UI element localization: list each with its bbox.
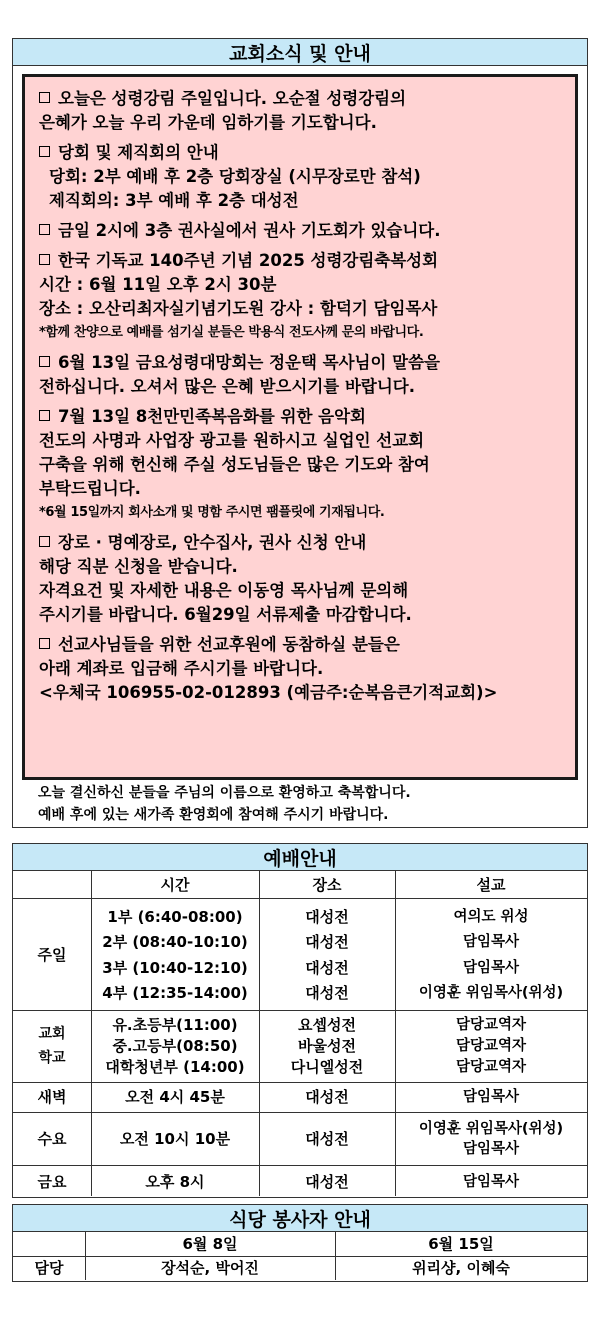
news-text: 당회: 2부 예배 후 2층 당회장실 (시무장로만 참석) — [49, 167, 421, 186]
news-text: 전도의 사명과 사업장 광고를 원하시고 실업인 선교회 — [39, 431, 425, 450]
worship-cell: 담임목사 — [462, 1089, 520, 1105]
worship-header: 장소 — [312, 875, 342, 894]
cafeteria-table — [12, 1232, 588, 1282]
worship-cell: 바울성전 — [298, 1036, 356, 1055]
news-line — [39, 321, 563, 345]
worship-cell: 대성전 — [305, 933, 349, 952]
worship-cell: 오전 4시 45분 — [125, 1088, 225, 1106]
news-line — [39, 273, 563, 297]
news-line — [39, 453, 563, 477]
news-line — [39, 429, 563, 453]
worship-cell: 담당교역자 — [455, 1037, 527, 1054]
news-text: 해당 직분 신청을 받습니다. — [39, 557, 238, 576]
news-line — [39, 249, 563, 273]
worship-cell: 4부 (12:35-14:00) — [102, 984, 248, 1003]
news-line — [39, 219, 563, 243]
checkbox-icon — [39, 146, 50, 157]
news-item — [39, 531, 563, 627]
worship-table — [12, 871, 588, 1198]
row-divider — [13, 1082, 587, 1083]
checkbox-icon — [39, 92, 50, 103]
news-text: 구축을 위해 헌신해 주실 성도님들은 많은 기도와 참여 — [39, 455, 430, 474]
worship-cell: 대성전 — [305, 984, 349, 1003]
worship-header: 시간 — [160, 875, 190, 894]
worship-title: 예배안내 — [12, 843, 588, 871]
worship-cell: 요셉성전 — [298, 1015, 356, 1034]
news-text: 오늘은 성령강림 주일입니다. 오순절 성령강림의 — [58, 89, 407, 108]
checkbox-icon — [39, 638, 50, 649]
news-text: 선교사님들을 위한 선교후원에 동참하실 분들은 — [58, 635, 400, 654]
worship-cell: 1부 (6:40-08:00) — [107, 907, 243, 926]
news-title: 교회소식 및 안내 — [12, 38, 588, 66]
row-divider — [13, 1010, 587, 1011]
checkbox-icon — [39, 254, 50, 265]
cafeteria-divider — [13, 1256, 587, 1257]
column-divider — [259, 871, 260, 1196]
worship-cell: 담임목사 — [462, 1174, 520, 1190]
news-line — [39, 477, 563, 501]
news-line — [39, 579, 563, 603]
worship-cell: 대성전 — [305, 1129, 349, 1148]
news-line — [39, 405, 563, 429]
cafeteria-row-label: 담당 — [34, 1259, 64, 1277]
news-item — [39, 633, 563, 705]
news-line — [39, 555, 563, 579]
news-line — [39, 657, 563, 681]
cafeteria-divider — [335, 1232, 336, 1280]
news-line — [39, 531, 563, 555]
cafeteria-names: 위리샹, 이혜숙 — [412, 1259, 510, 1277]
worship-cell: 담임목사 — [462, 934, 520, 951]
news-footer — [38, 782, 578, 826]
news-text: 6월 13일 금요성령대망회는 정운택 목사님이 말씀을 — [58, 353, 440, 372]
worship-cell: 오전 10시 10분 — [119, 1129, 231, 1148]
worship-cell: 담당교역자 — [455, 1059, 527, 1076]
news-line — [39, 351, 563, 375]
worship-cell: 대성전 — [305, 958, 349, 977]
news-item — [39, 219, 563, 243]
cafeteria-date: 6월 15일 — [428, 1235, 494, 1253]
cafeteria-date: 6월 8일 — [182, 1235, 238, 1253]
checkbox-icon — [39, 536, 50, 547]
cafeteria-title: 식당 봉사자 안내 — [12, 1204, 588, 1232]
news-line — [39, 165, 563, 189]
worship-cell: 담임목사 — [462, 959, 520, 976]
news-item — [39, 351, 563, 399]
news-text: 장로 · 명예장로, 안수집사, 권사 신청 안내 — [58, 533, 367, 552]
news-text: 자격요건 및 자세한 내용은 이동영 목사님께 문의해 — [39, 581, 409, 600]
news-text: 당회 및 제직회의 안내 — [58, 143, 219, 162]
worship-group-label: 새벽 — [37, 1088, 67, 1106]
column-divider — [395, 871, 396, 1196]
worship-cell: 대성전 — [305, 1173, 349, 1191]
row-divider — [13, 1112, 587, 1113]
news-text: 전하십니다. 오셔서 많은 은혜 받으시기를 바랍니다. — [39, 377, 415, 396]
worship-cell: 2부 (08:40-10:10) — [102, 933, 248, 952]
news-item — [39, 141, 563, 213]
worship-group-label: 금요 — [37, 1173, 67, 1191]
worship-cell: 오후 8시 — [145, 1173, 205, 1191]
news-item — [39, 405, 563, 525]
news-line — [39, 189, 563, 213]
worship-cell: 대성전 — [305, 1088, 349, 1106]
worship-group-label: 교회 학교 — [38, 1026, 66, 1066]
footer-line: 예배 후에 있는 새가족 환영회에 참여해 주시기 바랍니다. — [38, 807, 389, 823]
news-text: 시간 : 6월 11일 오후 2시 30분 — [39, 275, 277, 294]
cafeteria-divider — [85, 1232, 86, 1280]
news-line — [39, 87, 563, 111]
footer-line: 오늘 결신하신 분들을 주님의 이름으로 환영하고 축복합니다. — [38, 785, 411, 801]
worship-cell: 여의도 위성 — [453, 908, 529, 925]
checkbox-icon — [39, 410, 50, 421]
news-line — [39, 375, 563, 399]
worship-cell: 다니엘성전 — [290, 1058, 364, 1077]
news-item — [39, 249, 563, 345]
checkbox-icon — [39, 224, 50, 235]
checkbox-icon — [39, 356, 50, 367]
news-item — [39, 87, 563, 135]
news-text: 은혜가 오늘 우리 가운데 임하기를 기도합니다. — [39, 113, 377, 132]
news-text: 7월 13일 8천만민족복음화를 위한 음악회 — [58, 407, 366, 426]
news-text: 금일 2시에 3층 권사실에서 권사 기도회가 있습니다. — [58, 221, 441, 240]
row-divider — [13, 1165, 587, 1166]
worship-header: 설교 — [476, 875, 506, 894]
worship-cell: 유.초등부(11:00) — [112, 1015, 238, 1034]
news-text: *6월 15일까지 회사소개 및 명함 주시면 팸플릿에 기재됩니다. — [39, 505, 385, 520]
worship-cell: 중.고등부(08:50) — [112, 1036, 238, 1055]
news-line — [39, 681, 563, 705]
news-line — [39, 501, 563, 525]
news-text: <우체국 106955-02-012893 (예금주:순복음큰기적교회)> — [39, 683, 498, 702]
worship-cell: 이영훈 위임목사(위성) 담임목사 — [418, 1120, 564, 1157]
worship-cell: 대성전 — [305, 907, 349, 926]
news-line — [39, 297, 563, 321]
news-text: 주시기를 바랍니다. 6월29일 서류제출 마감합니다. — [39, 605, 412, 624]
news-box — [22, 74, 578, 780]
news-text: 아래 계좌로 입금해 주시기를 바랍니다. — [39, 659, 324, 678]
worship-cell: 이영훈 위임목사(위성) — [418, 985, 564, 1002]
news-text: 장소 : 오산리최자실기념기도원 강사 : 함덕기 담임목사 — [39, 299, 438, 318]
news-line — [39, 111, 563, 135]
worship-group-label: 주일 — [37, 946, 67, 964]
news-text: 한국 기독교 140주년 기념 2025 성령강림축복성회 — [58, 251, 439, 270]
worship-cell: 담당교역자 — [455, 1016, 527, 1033]
news-text: 제직회의: 3부 예배 후 2층 대성전 — [49, 191, 299, 210]
column-divider — [91, 871, 92, 1196]
news-line — [39, 141, 563, 165]
news-line — [39, 603, 563, 627]
worship-group-label: 수요 — [37, 1129, 67, 1148]
news-text: *함께 찬양으로 예배를 섬기실 분들은 박용식 전도사께 문의 바랍니다. — [39, 325, 424, 340]
worship-cell: 대학청년부 (14:00) — [105, 1058, 245, 1077]
cafeteria-names: 장석순, 박어진 — [161, 1259, 259, 1277]
header-divider — [13, 898, 587, 899]
news-text: 부탁드립니다. — [39, 479, 141, 498]
news-line — [39, 633, 563, 657]
worship-cell: 3부 (10:40-12:10) — [102, 958, 248, 977]
